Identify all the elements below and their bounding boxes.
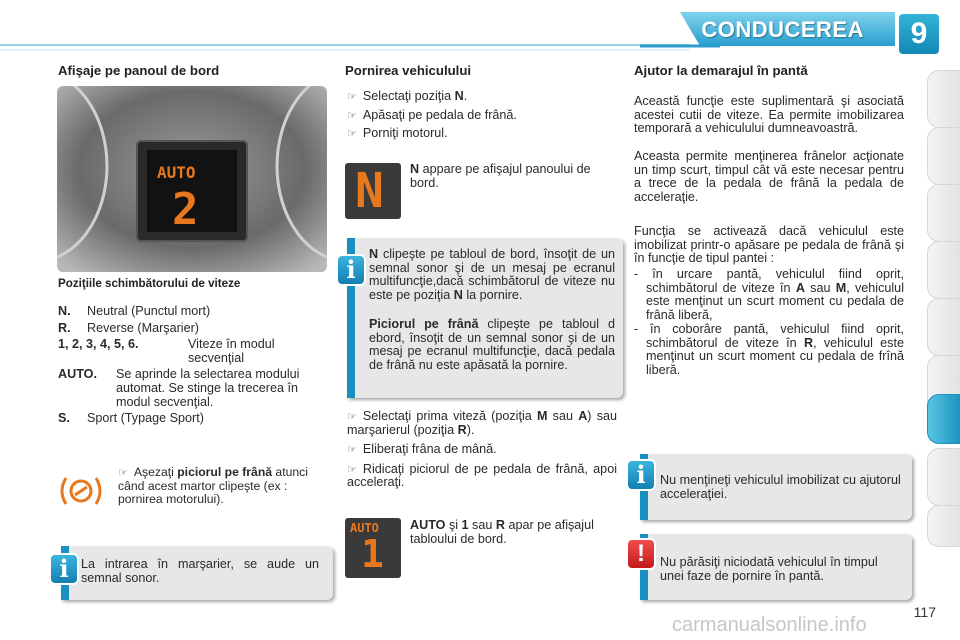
display-n-bold: N: [410, 162, 420, 176]
gear-item-label: R.: [58, 320, 71, 335]
info-box-n-warning: [347, 238, 623, 398]
page-number: 117: [913, 604, 936, 620]
hill-text: , vehiculul este menţinut un scurt moment cu pedala de frînă liberă.: [646, 335, 904, 377]
info-icon: i: [51, 555, 77, 583]
hand-pointer-icon: ☞: [347, 108, 357, 122]
display-n-desc: appare pe afişajul panoului de bord.: [410, 162, 591, 190]
gear-item-text: Viteze în modul secvenţial: [188, 337, 275, 365]
gear-item: [58, 338, 324, 365]
side-tab[interactable]: [927, 70, 960, 128]
gear-item-text: Se aprinde la selectarea modului automat. Se stinge la trecerea în modul secvenţial.: [116, 367, 300, 409]
side-tab[interactable]: [927, 184, 960, 242]
info-box-accelerator: [640, 454, 912, 520]
side-tab-active[interactable]: [927, 394, 960, 444]
info-box-reverse: [61, 546, 333, 600]
hand-pointer-icon: ☞: [347, 127, 357, 141]
watermark: carmanualsonline.info: [672, 614, 867, 636]
step-bold: N: [454, 89, 464, 103]
side-tab[interactable]: [927, 505, 960, 547]
step-item: [347, 127, 617, 141]
brake-foot-icon: [60, 474, 102, 508]
brake-note-bold: piciorul pe frână: [177, 465, 273, 479]
brake-note: [118, 466, 324, 507]
hill-text: , vehiculul este menţinut un scurt moment cu pedala de frână liberă,: [646, 280, 904, 322]
hill-para-1: Această funcţie este suplimentară şi asociată acestei cutii de viteze. Ea permite imobilizarea temporară a vehiculului dumneavoastră.: [634, 94, 904, 136]
hand-pointer-icon: ☞: [347, 410, 357, 423]
hill-text: sau: [804, 280, 836, 295]
auto-text: şi: [445, 518, 462, 532]
hill-bold: M: [835, 280, 847, 295]
step-bold: A: [578, 409, 588, 423]
step-text: Porniţi motorul.: [362, 126, 448, 141]
side-tab[interactable]: [927, 127, 960, 185]
info-icon: i: [628, 461, 654, 489]
hill-text: - în coborâre pantă, vehiculul fiind oprit, schimbătorul de viteze în: [634, 322, 904, 350]
gear-item-label: 1, 2, 3, 4, 5, 6.: [58, 337, 139, 352]
brake-note-text: Aşezaţi: [133, 465, 178, 479]
info-bold: N: [453, 287, 463, 302]
gear-item: [58, 305, 324, 319]
step-text: Selectaţi poziţia: [362, 89, 455, 103]
side-tab[interactable]: [927, 241, 960, 299]
step-bold: M: [536, 409, 548, 423]
auto-bold: 1: [461, 518, 469, 532]
gear-item-label: N.: [58, 304, 71, 318]
auto-text: sau: [468, 518, 496, 532]
info-text: la pornire.: [462, 287, 523, 302]
section-title-dashboard: Afişaje pe panoul de bord: [58, 63, 220, 78]
auto-text: apar pe afişajul tabloului de bord.: [410, 518, 594, 546]
display-n-text: [410, 163, 616, 190]
display-auto1-text: [410, 519, 616, 546]
display-auto-text: AUTO: [157, 163, 196, 182]
info-box-text: Nu menţineţi vehiculul imobilizat cu ajutorul acceleraţiei.: [660, 473, 901, 501]
hill-bold: A: [795, 280, 805, 295]
gear-list: [58, 305, 324, 426]
side-tab[interactable]: [927, 298, 960, 356]
hill-bold: R: [803, 335, 814, 350]
hand-pointer-icon: ☞: [118, 466, 128, 479]
hand-pointer-icon: ☞: [347, 90, 357, 103]
step-text: Eliberaţi frâna de mână.: [362, 442, 497, 457]
gear-positions-subtitle: Poziţiile schimbătorului de viteze: [58, 277, 241, 290]
display-gear-digit: 2: [172, 184, 199, 235]
warning-box-text: Nu părăsiţi niciodată vehiculul în timpul unei faze de pornire în pantă.: [660, 555, 878, 583]
info-box-para-1: [369, 248, 615, 302]
gear-item-label: AUTO.: [58, 367, 97, 382]
warning-icon: !: [628, 540, 654, 568]
hill-text: - în urcare pantă, vehiculul fiind oprit, schimbătorul de viteze în: [634, 267, 904, 295]
chapter-title: CONDUCEREA: [701, 17, 864, 42]
warning-box-hill-start: [640, 534, 912, 600]
info-icon: i: [338, 256, 364, 284]
step-text: ).: [466, 422, 475, 437]
side-tab[interactable]: [927, 448, 960, 506]
step-item: [347, 410, 617, 437]
display-auto-text: AUTO: [350, 521, 379, 535]
display-auto1-thumbnail: [345, 518, 401, 578]
step-text: ) sau marşarierul (poziţia: [347, 409, 617, 437]
step-text: Apăsaţi pe pedala de frână.: [362, 107, 517, 122]
info-text: clipeşte pe tabloul d ebord, însoţit de un semnal sonor şi de un mesaj pe ecranul multifuncţie, dacă pedala de frână nu este apăsată la pornire.: [369, 317, 615, 372]
step-item: [347, 109, 617, 123]
display-n-thumbnail: [345, 163, 401, 219]
gear-item: [58, 368, 324, 409]
hill-para-3: Funcţia se activează dacă vehiculul este imobilizat printr-o apăsare pe pedala de frână şi în funcţie de tipul pantei :: [634, 224, 904, 266]
hand-pointer-icon: ☞: [347, 443, 357, 457]
step-bold: R: [457, 422, 467, 437]
start-steps: [347, 90, 617, 141]
section-title-hill-start: Ajutor la demarajul în pantă: [634, 63, 808, 78]
gear-item: [58, 412, 324, 426]
step-text: Selectaţi prima viteză (poziţia: [362, 409, 537, 423]
instrument-panel-photo: [57, 86, 327, 272]
step-item: [347, 463, 617, 490]
step-item: [347, 443, 617, 457]
gear-item-text: Neutral (Punctul mort): [87, 304, 211, 318]
step-text: .: [463, 89, 468, 103]
auto-bold: R: [495, 518, 505, 532]
info-text: clipeşte pe tabloul de bord, însoţit de un semnal sonor şi de un mesaj pe ecranul multifuncţie,dacă schimbătorul de viteze nu este pe poziţia: [369, 247, 615, 302]
chapter-number-badge: 9: [899, 14, 939, 54]
hand-pointer-icon: ☞: [347, 462, 357, 476]
hill-para-2: Aceasta permite menţinerea frânelor acţionate un timp scurt, timpul cât vă este necesar pentru a trece de la pedala de frână la pedala de acceleraţie.: [634, 149, 904, 204]
brake-note-text: atunci când acest martor clipeşte (ex : pornirea motorului).: [118, 465, 308, 507]
gear-item: [58, 322, 324, 336]
info-bold: Piciorul pe frână: [369, 317, 479, 331]
step-text: Ridicaţi piciorul de pe pedala de frână, apoi acceleraţi.: [347, 461, 617, 490]
info-bold: N: [369, 247, 379, 261]
display-n-letter: N: [355, 163, 384, 219]
hill-bullet-1: [634, 268, 904, 322]
gear-item-text: Reverse (Marşarier): [87, 320, 199, 335]
section-title-starting: Pornirea vehiculului: [345, 63, 472, 78]
gear-item-label: S.: [58, 411, 70, 426]
auto-bold: AUTO: [410, 518, 446, 532]
hill-bullet-2: [634, 323, 904, 377]
gear-steps: [347, 410, 617, 490]
info-box-text: La intrarea în marşarier, se aude un semnal sonor.: [81, 557, 319, 585]
info-box-para-2: [369, 318, 615, 372]
display-gear-digit: 1: [361, 532, 384, 576]
step-text: sau: [547, 409, 579, 423]
gear-item-text: Sport (Typage Sport): [87, 411, 204, 426]
step-item: [347, 90, 617, 104]
